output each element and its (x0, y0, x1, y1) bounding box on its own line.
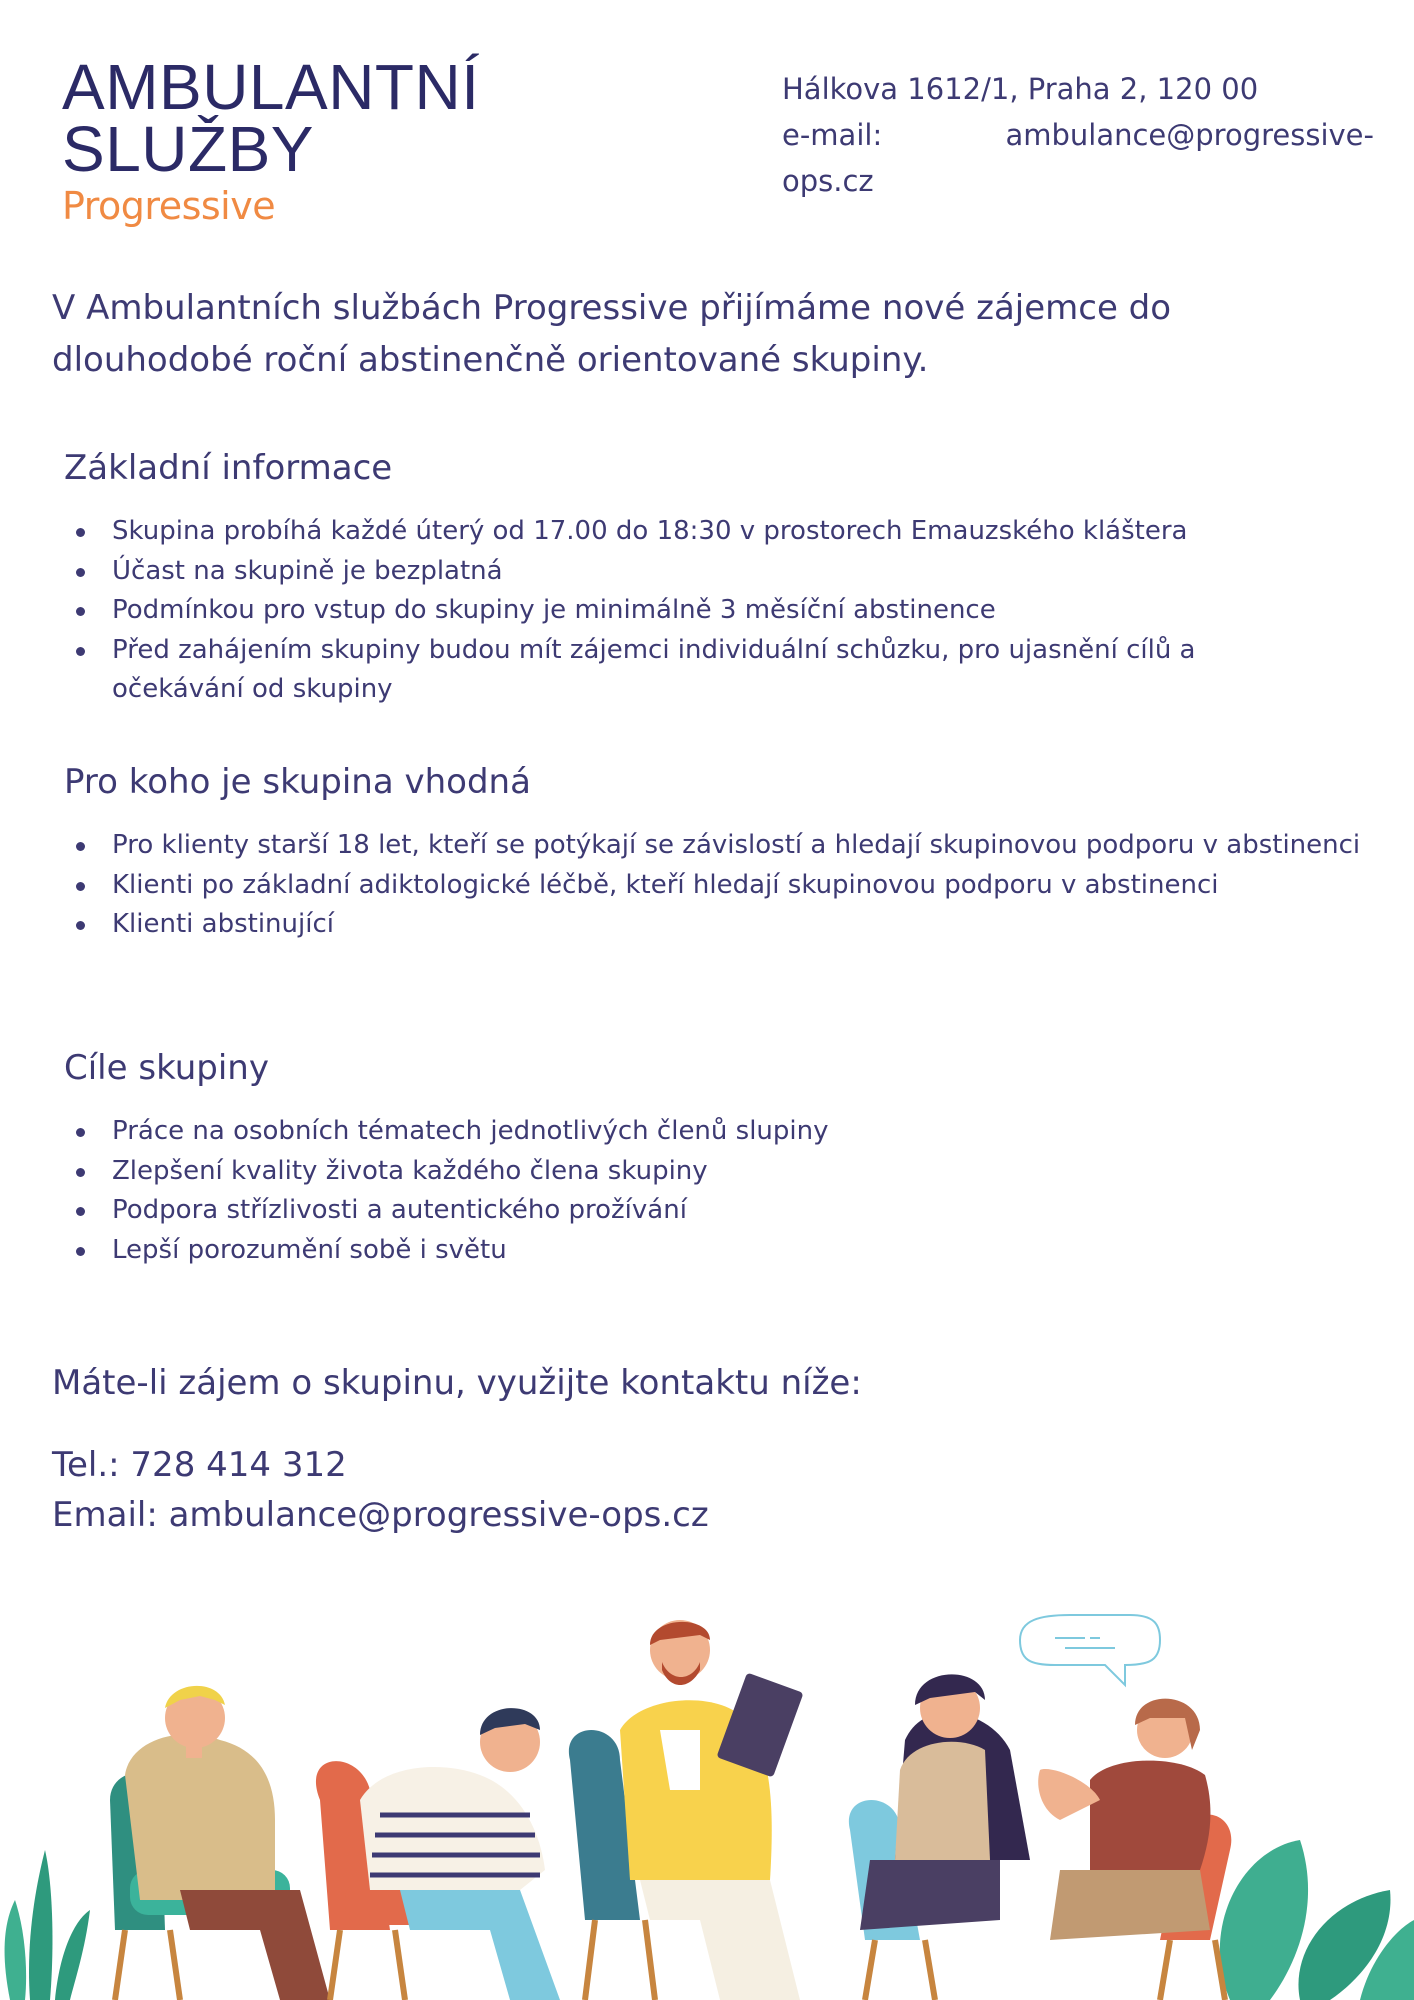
address-block (782, 66, 1374, 204)
list-item: Podpora střízlivosti a autentického prožívání (76, 1191, 1336, 1231)
group-therapy-illustration (0, 1600, 1414, 2000)
plant-right (1220, 1840, 1414, 2000)
section-title-goals: Cíle skupiny (64, 1048, 269, 1088)
contact-phone[interactable]: Tel.: 728 414 312 (52, 1445, 347, 1485)
bullet-icon (76, 1128, 85, 1137)
intro-text: V Ambulantních službách Progressive přijímáme nové zájemce do dlouhodobé roční abstinenčně orientované skupiny. (52, 288, 1172, 380)
logo-line-2: SLUŽBY (62, 113, 314, 185)
address-line: Hálkova 1612/1, Praha 2, 120 00 (782, 72, 1259, 106)
basic-info-list (76, 512, 1336, 710)
person-5 (1038, 1699, 1231, 2000)
bullet-icon (76, 1247, 85, 1256)
list-item: Klienti abstinující (76, 905, 1406, 945)
list-item: Práce na osobních tématech jednotlivých členů slupiny (76, 1112, 1336, 1152)
email-label: e-mail: (782, 118, 883, 152)
bullet-icon (76, 882, 85, 891)
cta-heading: Máte-li zájem o skupinu, využijte kontaktu níže: (52, 1363, 862, 1403)
list-item: Pro klienty starší 18 let, kteří se potýkají se závislostí a hledají skupinovou podporu v abstinenci (76, 826, 1406, 866)
bullet-icon (76, 568, 85, 577)
bullet-icon (76, 528, 85, 537)
contact-block (52, 1440, 709, 1540)
speech-bubble-icon (1020, 1615, 1160, 1685)
section-title-audience: Pro koho je skupina vhodná (64, 762, 531, 802)
bullet-icon (76, 607, 85, 616)
bullet-icon (76, 1207, 85, 1216)
list-item: Podmínkou pro vstup do skupiny je minimálně 3 měsíční abstinence (76, 591, 1336, 631)
list-item: Zlepšení kvality života každého člena skupiny (76, 1152, 1336, 1192)
person-4 (849, 1674, 1030, 2000)
contact-email[interactable]: Email: ambulance@progressive-ops.cz (52, 1495, 709, 1535)
email-link-continued[interactable]: ops.cz (782, 164, 874, 198)
logo-subtitle: Progressive (62, 184, 276, 228)
list-item: Skupina probíhá každé úterý od 17.00 do 18:30 v prostorech Emauzského kláštera (76, 512, 1336, 552)
person-3 (569, 1620, 804, 2000)
logo (62, 51, 480, 228)
list-item: Účast na skupině je bezplatná (76, 552, 1336, 592)
list-item: Klienti po základní adiktologické léčbě, kteří hledají skupinovou podporu v abstinenci (76, 866, 1406, 906)
bullet-icon (76, 1168, 85, 1177)
bullet-icon (76, 921, 85, 930)
email-row (782, 112, 1374, 158)
section-title-basic-info: Základní informace (64, 448, 393, 488)
logo-line-1: AMBULANTNÍ (62, 51, 480, 123)
email-link[interactable]: ambulance@progressive- (1005, 118, 1374, 152)
bullet-icon (76, 842, 85, 851)
audience-list (76, 826, 1406, 945)
person-1 (110, 1686, 330, 2000)
list-item: Před zahájením skupiny budou mít zájemci individuální schůzku, pro ujasnění cílů a očekávání od skupiny (76, 631, 1212, 710)
bullet-icon (76, 647, 85, 656)
goals-list (76, 1112, 1336, 1270)
list-item: Lepší porozumění sobě i světu (76, 1231, 1336, 1271)
plant-left (5, 1850, 90, 2000)
person-2 (316, 1708, 560, 2000)
